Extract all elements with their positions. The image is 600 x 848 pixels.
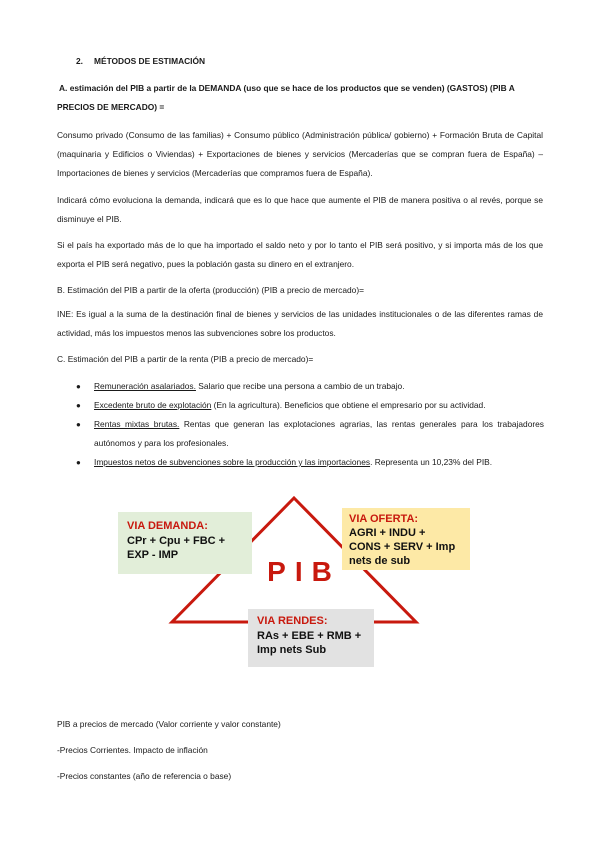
section-title: MÉTODOS DE ESTIMACIÓN xyxy=(94,56,206,66)
section-a-note-2: Si el país ha exportado más de lo que ha importado el saldo neto y por lo tanto el PIB será positivo, y si importa más de los que exporta el PIB será negativo, pues la población gasta su dinero en el extranjero. xyxy=(57,240,543,269)
section-a-heading-line1: A. estimación del PIB a partir de la DEMANDA (uso que se hace de los productos que se venden) (GASTOS) (PIB A xyxy=(59,83,515,93)
pib-diagram xyxy=(118,484,480,669)
list-item-text: Salario que recibe una persona a cambio de un trabajo. xyxy=(195,381,405,391)
via-rendes-line2: Imp nets Sub xyxy=(257,644,327,656)
footer-line-3: -Precios constantes (año de referencia o base) xyxy=(57,771,232,781)
section-c-heading: C. Estimación del PIB a partir de la renta (PIB a precio de mercado)= xyxy=(57,354,314,364)
list-item-term: Impuestos netos de subvenciones sobre la producción y las importaciones xyxy=(94,457,371,467)
list-item-term: Excedente bruto de explotación xyxy=(94,400,212,410)
section-a-formula: Consumo privado (Consumo de las familias) + Consumo público (Administración pública/ gobierno) + Formación Bruta de Capital (maquinaria y Edificios o Viviendas) + Exportaciones de bienes y servicios (Mercaderías que se compran fuera de España) – Importaciones de bienes y servicios (Mercaderías que compramos fuera de España). xyxy=(57,130,543,178)
footer-line-2: -Precios Corrientes. Impacto de inflación xyxy=(57,745,208,755)
list-item-text: Rentas que generan las explotaciones agrarias, las rentas generales para los trabajadores autónomos y para los profesionales. xyxy=(94,419,544,448)
via-demanda-title: VIA DEMANDA: xyxy=(127,520,208,532)
section-a-heading-line2: PRECIOS DE MERCADO) = xyxy=(57,102,165,112)
via-oferta-title: VIA OFERTA: xyxy=(349,513,419,525)
via-demanda-line2: EXP - IMP xyxy=(127,549,179,561)
bullet-dot: ● xyxy=(76,382,81,391)
list-item xyxy=(94,453,544,472)
section-b-heading: B. Estimación del PIB a partir de la oferta (producción) (PIB a precio de mercado)= xyxy=(57,285,364,295)
list-item-term: Rentas mixtas brutas. xyxy=(94,419,180,429)
list-item-term: Remuneración asalariados. xyxy=(94,381,196,391)
via-oferta-line1: AGRI + INDU + xyxy=(349,527,426,539)
list-item xyxy=(94,377,544,396)
via-oferta-box xyxy=(342,508,470,570)
section-b-text: INE: Es igual a la suma de la destinación final de bienes y servicios de las unidades institucionales o de las diferentes ramas de actividad, más los impuestos menos las subvenciones sobre los productos. xyxy=(57,309,543,338)
via-demanda-line1: CPr + Cpu + FBC + xyxy=(127,535,226,547)
section-a-note-1: Indicará cómo evoluciona la demanda, indicará que es lo que hace que aumente el PIB de manera positiva o al revés, porque se disminuye el PIB. xyxy=(57,195,543,224)
list-item xyxy=(94,396,544,415)
footer-line-1: PIB a precios de mercado (Valor corriente y valor constante) xyxy=(57,719,281,729)
list-item-text: . Representa un 10,23% del PIB. xyxy=(370,457,493,467)
bullet-dot: ● xyxy=(76,458,81,467)
via-oferta-line2: CONS + SERV + Imp xyxy=(349,541,456,553)
via-rendes-line1: RAs + EBE + RMB + xyxy=(257,630,362,642)
via-oferta-line3: nets de sub xyxy=(349,555,411,567)
pib-center-label: PIB xyxy=(267,556,341,587)
section-number: 2. xyxy=(76,56,83,66)
via-rendes-box xyxy=(248,609,374,667)
bullet-dot: ● xyxy=(76,420,81,429)
list-item-text: (En la agricultura). Beneficios que obtiene el empresario por su actividad. xyxy=(211,400,486,410)
via-demanda-box xyxy=(118,512,252,574)
via-rendes-title: VIA RENDES: xyxy=(257,615,328,627)
list-item xyxy=(94,415,544,453)
bullet-dot: ● xyxy=(76,401,81,410)
